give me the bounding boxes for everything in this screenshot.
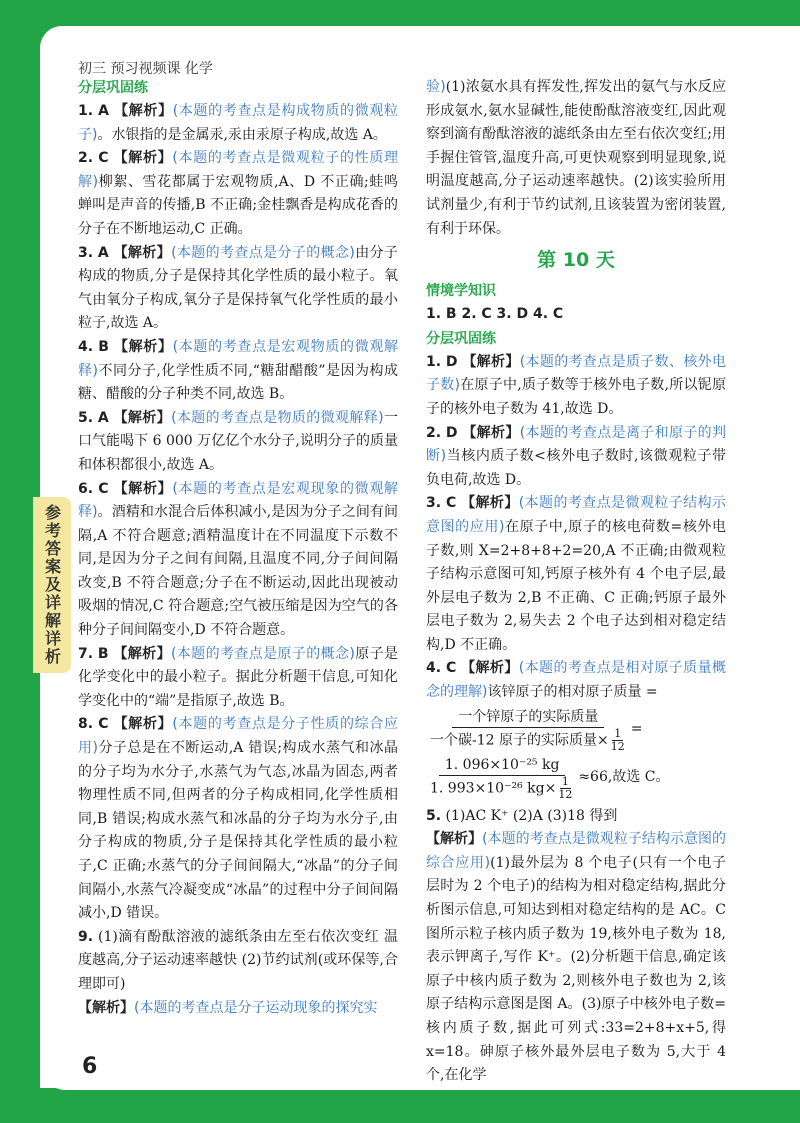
fraction	[426, 707, 631, 753]
analysis-label: 【解析】	[113, 716, 173, 733]
fraction-denominator	[426, 728, 631, 753]
answer-item	[78, 926, 398, 997]
analysis-text: 该锌原子的相对原子质量 =	[487, 684, 658, 701]
section-title: 分层巩固练	[78, 80, 148, 96]
answer-item	[78, 478, 398, 643]
item-number: 5.	[426, 807, 442, 824]
item-number: 3.	[78, 244, 94, 261]
analysis-text: 由分子构成的物质,分子是保持其化学性质的最小粒子。氧气由氧分子构成,氧分子是保持氧气化学性质的最小粒子,故选 A。	[78, 244, 398, 332]
item-number: 9.	[78, 928, 94, 945]
analysis-note: (本题的考查点是离子和原子的判断)	[426, 424, 727, 465]
fraction-numerator: 一个锌原子的实际质量	[452, 707, 604, 728]
analysis-note: (本题的考查点是质子数、核外电子数)	[426, 353, 727, 394]
answer-item	[78, 407, 398, 478]
answer-item	[426, 805, 726, 829]
answer-item	[426, 422, 726, 493]
analysis-note: (本题的考查点是分子性质的综合应用)	[78, 716, 399, 757]
analysis-note: (本题的考查点是微观粒子结构示意图的应用)	[426, 495, 727, 535]
analysis-text: 。水银指的是金属汞,汞由汞原子构成,故选 A。	[97, 126, 387, 143]
item-answer-text: (1)滴有酚酞溶液的滤纸条由左至右依次变红 温度越高,分子运动速率越快 (2)节约试剂(或环保等,合理即可)	[78, 928, 398, 992]
analysis-note: (本题的考查点是相对原子质量概念的理解)	[426, 660, 727, 701]
formula-result: ≈66,故选 C。	[578, 768, 670, 785]
analysis-label: 【解析】	[114, 103, 173, 119]
section-title: 分层巩固练	[426, 330, 496, 347]
analysis-text: 当核内质子数<核外电子数时,该微观粒子带负电荷,故选 D。	[426, 448, 726, 488]
item-number: 3.	[426, 495, 442, 512]
answer-item-analysis	[426, 828, 726, 1088]
analysis-text: 不同分子,化学性质不同,“糖甜醋酸”是因为构成糖、醋酸的分子种类不同,故选 B。	[78, 362, 399, 403]
analysis-text: 分子总是在不断运动,A 错误;构成水蒸气和冰晶的分子均为水分子,水蒸气为气态,冰晶为固态,两者物理性质不同,但两者的分子构成相同,化学性质相同,B 错误;构成水蒸气和冰晶的分子均为水分子,由分子构成的物质,分子是保持其化学性质的最小粒子,C 正确;水蒸气的分子间间隔大,“冰晶”的分子间间隔小,水蒸气冷凝变成“冰晶”的过程中分子间间隔减小,D 错误。	[78, 740, 398, 922]
analysis-note: (本题的考查点是构成物质的微观粒子)	[78, 103, 399, 143]
item-number: 6.	[78, 480, 94, 497]
item-number: 1.	[426, 353, 442, 370]
small-fraction	[611, 728, 625, 753]
item-answer: D	[445, 353, 458, 370]
item-number: 2.	[426, 424, 442, 441]
quick-answers: 1. B 2. C 3. D 4. C	[426, 306, 564, 323]
small-fraction	[558, 776, 572, 801]
formula-line-1	[426, 707, 726, 753]
analysis-label: 【解析】	[113, 409, 172, 426]
item-answer: B	[97, 645, 109, 662]
analysis-label: 【解析】	[462, 424, 520, 441]
analysis-label: 【解析】	[461, 660, 519, 677]
item-number: 5.	[78, 409, 94, 426]
fraction-numerator: 1. 096×10⁻²⁵ kg	[439, 755, 566, 776]
answer-item	[78, 242, 398, 336]
analysis-label: 【解析】	[113, 645, 171, 662]
item-answer: A	[97, 244, 109, 261]
analysis-note: (本题的考查点是分子的概念)	[171, 244, 355, 261]
fraction-denominator	[426, 776, 578, 801]
denominator-text: 一个碳-12 原子的实际质量×	[430, 732, 609, 749]
item-number: 8.	[78, 716, 94, 733]
analysis-label: 【解析】	[462, 353, 520, 370]
analysis-text: 在原子中,质子数等于核外电子数,所以铌原子的核外电子数为 41,故选 D。	[426, 377, 726, 417]
analysis-label: 【解析】	[113, 480, 173, 497]
item-number: 7.	[78, 645, 94, 662]
item-number: 4.	[426, 660, 442, 677]
analysis-note: (本题的考查点是微观粒子的性质理解)	[78, 150, 399, 190]
small-fraction-bottom: 12	[558, 787, 573, 801]
item-answer: A	[98, 103, 110, 119]
item-number: 2.	[78, 150, 94, 167]
item-answer: C	[98, 716, 109, 733]
answer-item	[78, 100, 398, 147]
analysis-label: 【解析】	[78, 999, 134, 1016]
formula-line-2	[426, 755, 726, 801]
small-fraction-bottom: 12	[610, 739, 625, 753]
small-fraction-top: 1	[561, 774, 569, 788]
analysis-note: (本题的考查点是原子的概念)	[170, 645, 355, 662]
item-answer: D	[445, 424, 458, 441]
side-tab	[33, 497, 71, 673]
section-title: 情境学知识	[426, 283, 496, 300]
analysis-text: 一口气能喝下 6 000 万亿亿个水分子,说明分子的质量和体积都很小,故选 A。	[78, 409, 398, 473]
answer-item	[78, 336, 398, 407]
analysis-label: 【解析】	[113, 244, 172, 261]
denominator-text: 1. 993×10⁻²⁶ kg×	[430, 780, 557, 797]
analysis-text: 在原子中,原子的核电荷数=核外电子数,则 X=2+8+8+2=20,A 不正确;由微观粒子结构示意图可知,钙原子核外有 4 个电子层,最外层电子数为 2,B 不正确、C 正确;钙原子最外层电子数为 2,易失去 2 个电子达到相对稳定结构,D 不正确。	[426, 518, 726, 653]
answer-item	[78, 713, 398, 925]
analysis-text: 。酒精和水混合后体积减小,是因为分子之间有间隔,A 不符合题意;酒精温度计在不同温度下示数不同,是因为分子之间有间隔,且温度不同,分子间间隔改变,B 不符合题意;分子在不断运动,因此出现被动吸烟的情况,C 符合题意;空气被压缩是因为空气的各种分子间间隔变小,D 不符合题意。	[78, 504, 398, 639]
item-answer: B	[98, 338, 109, 355]
answer-item	[78, 147, 398, 241]
bottom-green-band	[0, 1088, 800, 1123]
answer-item	[78, 643, 398, 714]
right-column	[426, 76, 726, 1088]
page-number: 6	[82, 1054, 98, 1079]
left-column	[78, 76, 398, 1020]
continuation-paragraph	[426, 76, 726, 241]
analysis-label: 【解析】	[113, 150, 173, 167]
item-answer: C	[445, 660, 457, 677]
small-fraction-top: 1	[614, 726, 622, 740]
item-number: 4.	[78, 338, 94, 355]
analysis-text: (1)最外层为 8 个电子(只有一个电子层时为 2 个电子)的结构为相对稳定结构,据此分析图示信息,可知达到相对稳定结构的是 AC。C 图所示粒子核内质子数为 19,核外电子数为 18,表示钾离子,写作 K⁺。(2)分析题干信息,确定该原子中核内质子数为 2,则核外电子数也为 2,该原子结构示意图是图 A。(3)原子中核外电子数=核内质子数,据此可列式:33=2+8+x+5,得 x=18。砷原子核外最外层电子数为 5,大于 4 个,在化学	[426, 854, 726, 1084]
side-tab-label: 参考答案及详解详析	[42, 504, 62, 666]
page-header: 初三 预习视频课 化学	[78, 61, 213, 77]
day-title: 第 10 天	[537, 249, 615, 272]
analysis-note: (本题的考查点是宏观物质的微观解释)	[78, 338, 399, 379]
analysis-text: (1)浓氨水具有挥发性,挥发出的氨气与水反应形成氨水,氨水显碱性,能使酚酞溶液变红,因此观察到滴有酚酞溶液的滤纸条由左至右依次变红;用手握住管管,温度升高,可更快观察到明显现象,说明温度越高,分子运动速率越快。(2)该实验所用试剂量少,有利于节约试剂,且该装置为密闭装置,有利于环保。	[426, 79, 727, 237]
answer-item	[426, 351, 726, 422]
analysis-label: 【解析】	[113, 338, 173, 355]
item-answer: C	[445, 495, 457, 512]
answer-item	[426, 657, 726, 704]
fraction	[426, 755, 578, 801]
analysis-note: (本题的考查点是物质的微观解释)	[171, 409, 384, 426]
analysis-note: (本题的考查点是分子运动现象的探究实	[134, 999, 378, 1016]
item-answer-text: (1)AC K⁺ (2)A (3)18 得到	[445, 807, 618, 824]
equals-sign: =	[630, 720, 643, 737]
analysis-note: (本题的考查点是宏观现象的微观解释)	[78, 480, 399, 521]
analysis-text: 原子是化学变化中的最小粒子。据此分析题干信息,可知化学变化中的“端”是指原子,故选 B。	[78, 645, 399, 709]
answer-item	[426, 492, 726, 657]
analysis-label: 【解析】	[461, 495, 519, 512]
analysis-note: (本题的考查点是微观粒子结构示意图的综合应用)	[426, 831, 727, 871]
analysis-text: 柳絮、雪花都属于宏观物质,A、D 不正确;蛙鸣蝉叫是声音的传播,B 不正确;金桂飘香是构成花香的分子在不断地运动,C 正确。	[78, 173, 399, 237]
item-answer: C	[98, 480, 109, 497]
analysis-note: 验)	[426, 79, 446, 95]
item-number: 1.	[78, 103, 94, 119]
analysis-label: 【解析】	[426, 831, 483, 848]
item-answer: C	[98, 150, 109, 167]
item-answer: A	[97, 409, 109, 426]
answer-item-analysis	[78, 997, 398, 1021]
